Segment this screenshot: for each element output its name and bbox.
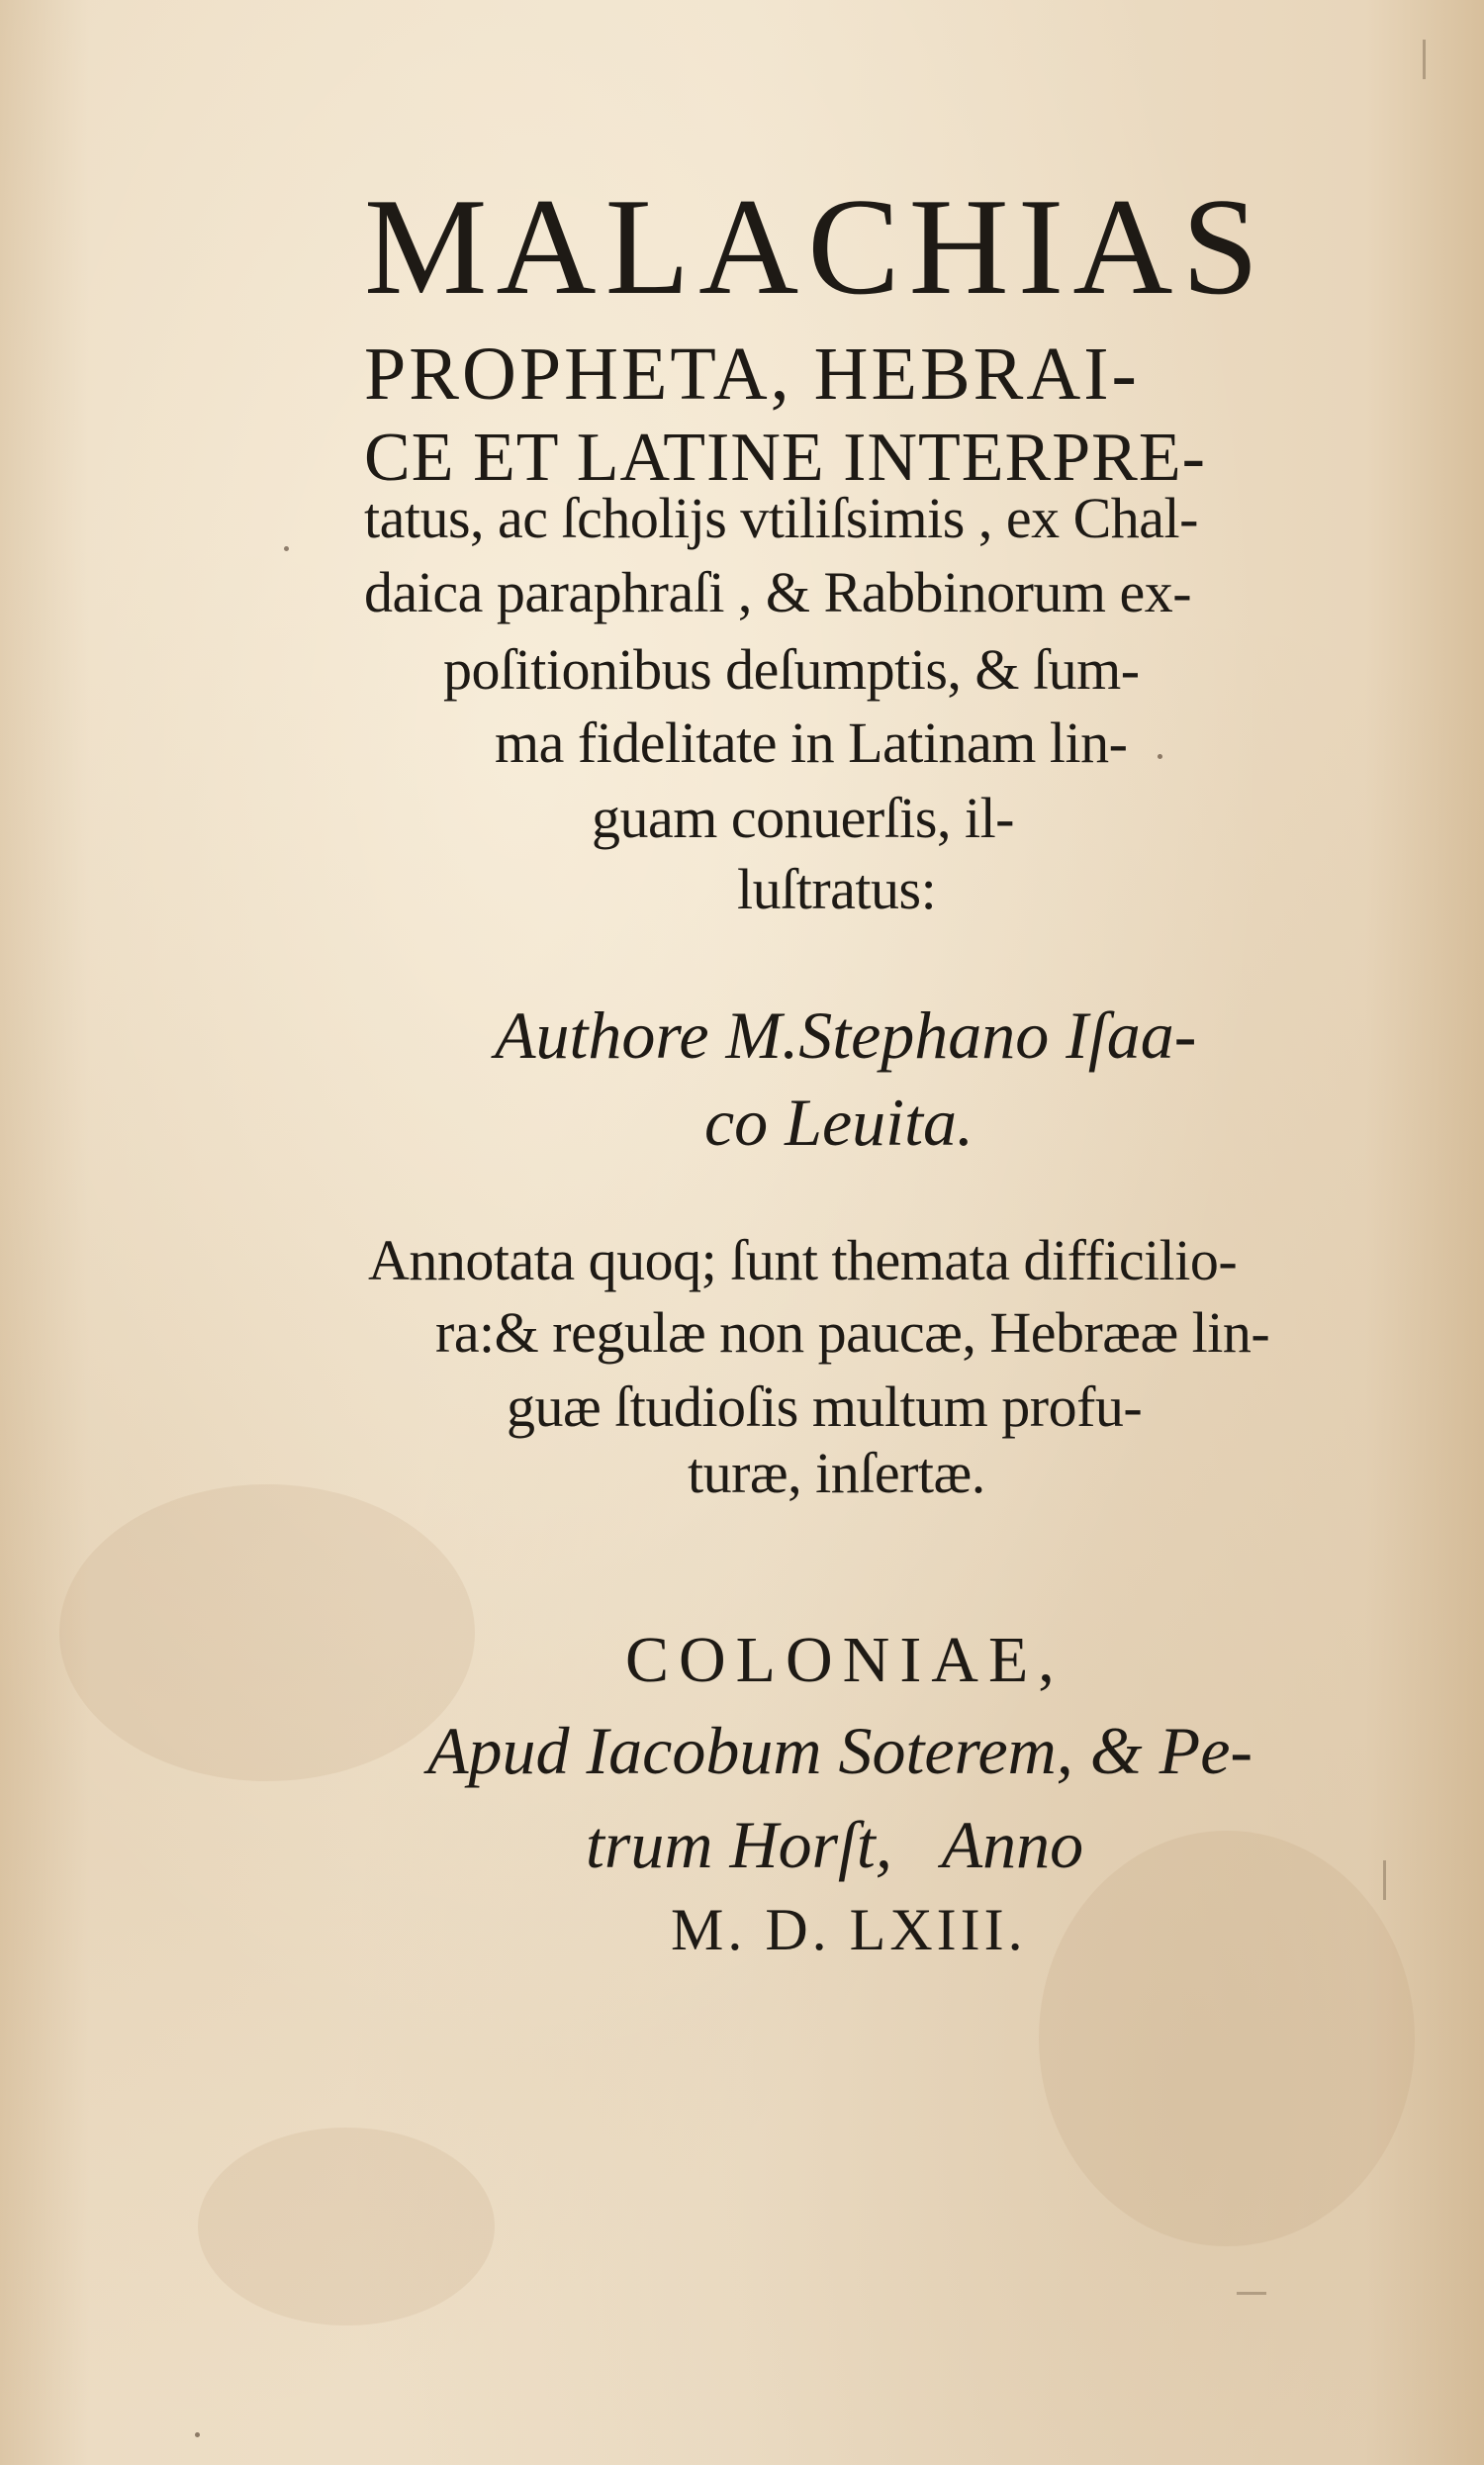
annotation-line: Annotata quoq; ſunt themata difficilio-: [368, 1228, 1238, 1292]
main-title: MALACHIAS: [364, 170, 1268, 324]
author-line: Authore M.Stephano Iſaa-: [495, 997, 1197, 1073]
annotation-line: guæ ſtudioſis multum profu-: [507, 1375, 1143, 1439]
paper-stain: [198, 2128, 495, 2325]
imprint-publisher-line: Apud Iacobum Soterem, & Pe-: [427, 1713, 1253, 1788]
paper-stain: [59, 1484, 475, 1781]
description-line: poſitionibus deſumptis, & ſum-: [443, 637, 1140, 702]
description-line: guam conuerſis, il-: [592, 786, 1015, 850]
annotation-line: ra:& regulæ non paucæ, Hebrææ lin-: [435, 1300, 1270, 1365]
subtitle-line: PROPHETA, HEBRAI-: [364, 332, 1140, 416]
ink-speck: [1158, 754, 1162, 759]
subtitle-line: CE ET LATINE INTERPRE-: [364, 420, 1206, 496]
description-line: luſtratus:: [737, 857, 937, 921]
description-line: ma fidelitate in Latinam lin-: [495, 711, 1128, 775]
description-line: daica paraphraſi , & Rabbinorum ex-: [364, 560, 1192, 624]
paper-stain: [1039, 1831, 1415, 2246]
imprint-date: M. D. LXIII.: [671, 1897, 1027, 1962]
margin-mark: [1237, 2292, 1266, 2295]
ink-speck: [284, 546, 289, 551]
margin-mark: [1423, 40, 1426, 79]
margin-mark: [1383, 1860, 1386, 1900]
description-line: tatus, ac ſcholijs vtiliſsimis , ex Chal-: [364, 486, 1198, 550]
imprint-place: COLONIAE,: [625, 1624, 1065, 1696]
annotation-line: turæ, inſertæ.: [688, 1441, 985, 1505]
imprint-publisher-line: trum Horſt, Anno: [586, 1807, 1084, 1882]
ink-speck: [195, 2432, 200, 2437]
author-line: co Leuita.: [704, 1085, 974, 1160]
